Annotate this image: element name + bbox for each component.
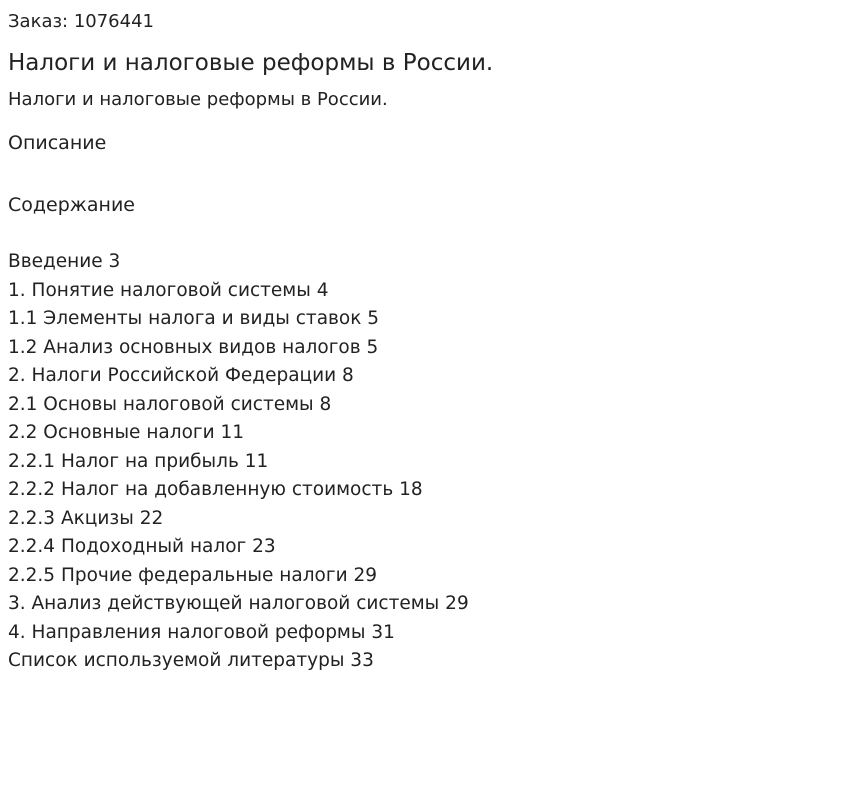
toc-item: 2. Налоги Российской Федерации 8 — [8, 365, 354, 386]
table-of-contents — [8, 248, 469, 676]
toc-item: Список используемой литературы 33 — [8, 650, 374, 671]
order-number: Заказ: 1076441 — [8, 11, 154, 32]
toc-item: 2.2.3 Акцизы 22 — [8, 507, 164, 529]
contents-heading: Содержание — [8, 194, 135, 216]
toc-item: 1.2 Анализ основных видов налогов 5 — [8, 336, 379, 358]
toc-item: 2.2.4 Подоходный налог 23 — [8, 536, 276, 557]
toc-item: Введение 3 — [8, 251, 121, 272]
toc-item: 2.2.2 Налог на добавленную стоимость 18 — [8, 479, 423, 500]
toc-item: 1.1 Элементы налога и виды ставок 5 — [8, 308, 380, 329]
toc-item: 1. Понятие налоговой системы 4 — [8, 279, 329, 301]
description-heading: Описание — [8, 132, 107, 154]
page-title: Налоги и налоговые реформы в России. — [8, 50, 494, 76]
toc-item: 2.2 Основные налоги 11 — [8, 422, 245, 443]
toc-item: 2.2.1 Налог на прибыль 11 — [8, 450, 269, 472]
toc-item: 2.1 Основы налоговой системы 8 — [8, 393, 332, 415]
document-subtitle: Налоги и налоговые реформы в России. — [8, 89, 388, 110]
toc-item: 4. Направления налоговой реформы 31 — [8, 621, 395, 643]
toc-item: 2.2.5 Прочие федеральные налоги 29 — [8, 564, 378, 586]
toc-item: 3. Анализ действующей налоговой системы 29 — [8, 593, 469, 614]
